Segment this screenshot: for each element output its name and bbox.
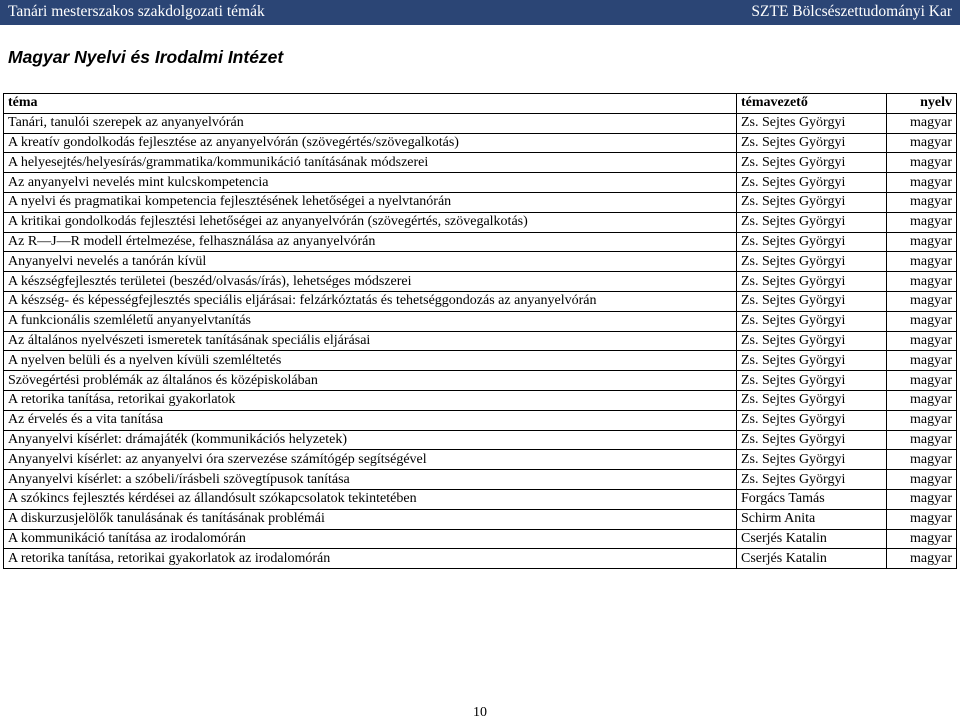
column-header-topic: téma <box>4 94 737 114</box>
page-number: 10 <box>473 705 487 720</box>
topic-cell: A retorika tanítása, retorikai gyakorlatok az irodalomórán <box>4 549 737 569</box>
supervisor-cell: Zs. Sejtes Györgyi <box>737 351 887 371</box>
table-row <box>4 529 957 549</box>
supervisor-cell: Zs. Sejtes Györgyi <box>737 272 887 292</box>
language-cell: magyar <box>887 410 957 430</box>
topic-cell: Anyanyelvi kísérlet: a szóbeli/írásbeli szövegtípusok tanítása <box>4 470 737 490</box>
table-row <box>4 232 957 252</box>
language-cell: magyar <box>887 430 957 450</box>
table-row <box>4 509 957 529</box>
supervisor-cell: Cserjés Katalin <box>737 549 887 569</box>
language-cell: magyar <box>887 311 957 331</box>
table-row <box>4 549 957 569</box>
language-cell: magyar <box>887 252 957 272</box>
language-cell: magyar <box>887 192 957 212</box>
topic-cell: Az általános nyelvészeti ismeretek tanításának speciális eljárásai <box>4 331 737 351</box>
table-header-row <box>4 94 957 114</box>
supervisor-cell: Zs. Sejtes Györgyi <box>737 450 887 470</box>
language-cell: magyar <box>887 549 957 569</box>
topic-cell: Az érvelés és a vita tanítása <box>4 410 737 430</box>
topic-cell: A retorika tanítása, retorikai gyakorlatok <box>4 390 737 410</box>
table-row <box>4 212 957 232</box>
document-header <box>0 0 960 25</box>
topic-cell: Anyanyelvi kísérlet: drámajáték (kommunikációs helyzetek) <box>4 430 737 450</box>
table-row <box>4 272 957 292</box>
topic-cell: Anyanyelvi nevelés a tanórán kívül <box>4 252 737 272</box>
table-row <box>4 351 957 371</box>
table-row <box>4 113 957 133</box>
table-row <box>4 133 957 153</box>
language-cell: magyar <box>887 232 957 252</box>
language-cell: magyar <box>887 212 957 232</box>
table-row <box>4 410 957 430</box>
table-row <box>4 430 957 450</box>
language-cell: magyar <box>887 113 957 133</box>
language-cell: magyar <box>887 450 957 470</box>
table-row <box>4 252 957 272</box>
table-row <box>4 390 957 410</box>
supervisor-cell: Zs. Sejtes Györgyi <box>737 133 887 153</box>
header-title: Tanári mesterszakos szakdolgozati témák <box>8 3 265 20</box>
supervisor-cell: Zs. Sejtes Györgyi <box>737 212 887 232</box>
language-cell: magyar <box>887 489 957 509</box>
topic-cell: A nyelven belüli és a nyelven kívüli szemléltetés <box>4 351 737 371</box>
language-cell: magyar <box>887 331 957 351</box>
supervisor-cell: Zs. Sejtes Györgyi <box>737 410 887 430</box>
supervisor-cell: Zs. Sejtes Györgyi <box>737 371 887 391</box>
supervisor-cell: Zs. Sejtes Györgyi <box>737 113 887 133</box>
institute-heading: Magyar Nyelvi és Irodalmi Intézet <box>8 47 284 67</box>
topic-cell: Szövegértési problémák az általános és középiskolában <box>4 371 737 391</box>
topic-cell: A nyelvi és pragmatikai kompetencia fejlesztésének lehetőségei a nyelvtanórán <box>4 192 737 212</box>
language-cell: magyar <box>887 133 957 153</box>
language-cell: magyar <box>887 509 957 529</box>
supervisor-cell: Zs. Sejtes Györgyi <box>737 291 887 311</box>
supervisor-cell: Zs. Sejtes Györgyi <box>737 430 887 450</box>
supervisor-cell: Schirm Anita <box>737 509 887 529</box>
supervisor-cell: Cserjés Katalin <box>737 529 887 549</box>
supervisor-cell: Forgács Tamás <box>737 489 887 509</box>
supervisor-cell: Zs. Sejtes Györgyi <box>737 331 887 351</box>
language-cell: magyar <box>887 291 957 311</box>
language-cell: magyar <box>887 351 957 371</box>
topic-cell: Az anyanyelvi nevelés mint kulcskompetencia <box>4 173 737 193</box>
table-row <box>4 489 957 509</box>
topics-table <box>3 93 957 569</box>
table-row <box>4 192 957 212</box>
supervisor-cell: Zs. Sejtes Györgyi <box>737 390 887 410</box>
supervisor-cell: Zs. Sejtes Györgyi <box>737 192 887 212</box>
column-header-supervisor: témavezető <box>737 94 887 114</box>
table-row <box>4 331 957 351</box>
supervisor-cell: Zs. Sejtes Györgyi <box>737 470 887 490</box>
table-row <box>4 311 957 331</box>
supervisor-cell: Zs. Sejtes Györgyi <box>737 252 887 272</box>
table-row <box>4 470 957 490</box>
topic-cell: A kommunikáció tanítása az irodalomórán <box>4 529 737 549</box>
topic-cell: A készség- és képességfejlesztés speciális eljárásai: felzárkóztatás és tehetséggondozás az anyanyelvórán <box>4 291 737 311</box>
language-cell: magyar <box>887 272 957 292</box>
table-row <box>4 371 957 391</box>
column-header-language: nyelv <box>887 94 957 114</box>
topic-cell: A szókincs fejlesztés kérdései az állandósult szókapcsolatok tekintetében <box>4 489 737 509</box>
topic-cell: A funkcionális szemléletű anyanyelvtanítás <box>4 311 737 331</box>
table-row <box>4 173 957 193</box>
header-faculty: SZTE Bölcsészettudományi Kar <box>751 3 952 20</box>
language-cell: magyar <box>887 529 957 549</box>
language-cell: magyar <box>887 371 957 391</box>
topic-cell: A kritikai gondolkodás fejlesztési lehetőségei az anyanyelvórán (szövegértés, szövegalkotás) <box>4 212 737 232</box>
language-cell: magyar <box>887 470 957 490</box>
supervisor-cell: Zs. Sejtes Györgyi <box>737 153 887 173</box>
topic-cell: A helyesejtés/helyesírás/grammatika/kommunikáció tanításának módszerei <box>4 153 737 173</box>
topic-cell: A készségfejlesztés területei (beszéd/olvasás/írás), lehetséges módszerei <box>4 272 737 292</box>
topic-cell: A diskurzusjelölők tanulásának és tanításának problémái <box>4 509 737 529</box>
supervisor-cell: Zs. Sejtes Györgyi <box>737 173 887 193</box>
table-row <box>4 450 957 470</box>
language-cell: magyar <box>887 173 957 193</box>
topic-cell: Tanári, tanulói szerepek az anyanyelvórán <box>4 113 737 133</box>
language-cell: magyar <box>887 153 957 173</box>
topic-cell: Az R—J—R modell értelmezése, felhasználása az anyanyelvórán <box>4 232 737 252</box>
language-cell: magyar <box>887 390 957 410</box>
supervisor-cell: Zs. Sejtes Györgyi <box>737 232 887 252</box>
table-row <box>4 153 957 173</box>
topic-cell: Anyanyelvi kísérlet: az anyanyelvi óra szervezése számítógép segítségével <box>4 450 737 470</box>
topic-cell: A kreatív gondolkodás fejlesztése az anyanyelvórán (szövegértés/szövegalkotás) <box>4 133 737 153</box>
table-row <box>4 291 957 311</box>
supervisor-cell: Zs. Sejtes Györgyi <box>737 311 887 331</box>
